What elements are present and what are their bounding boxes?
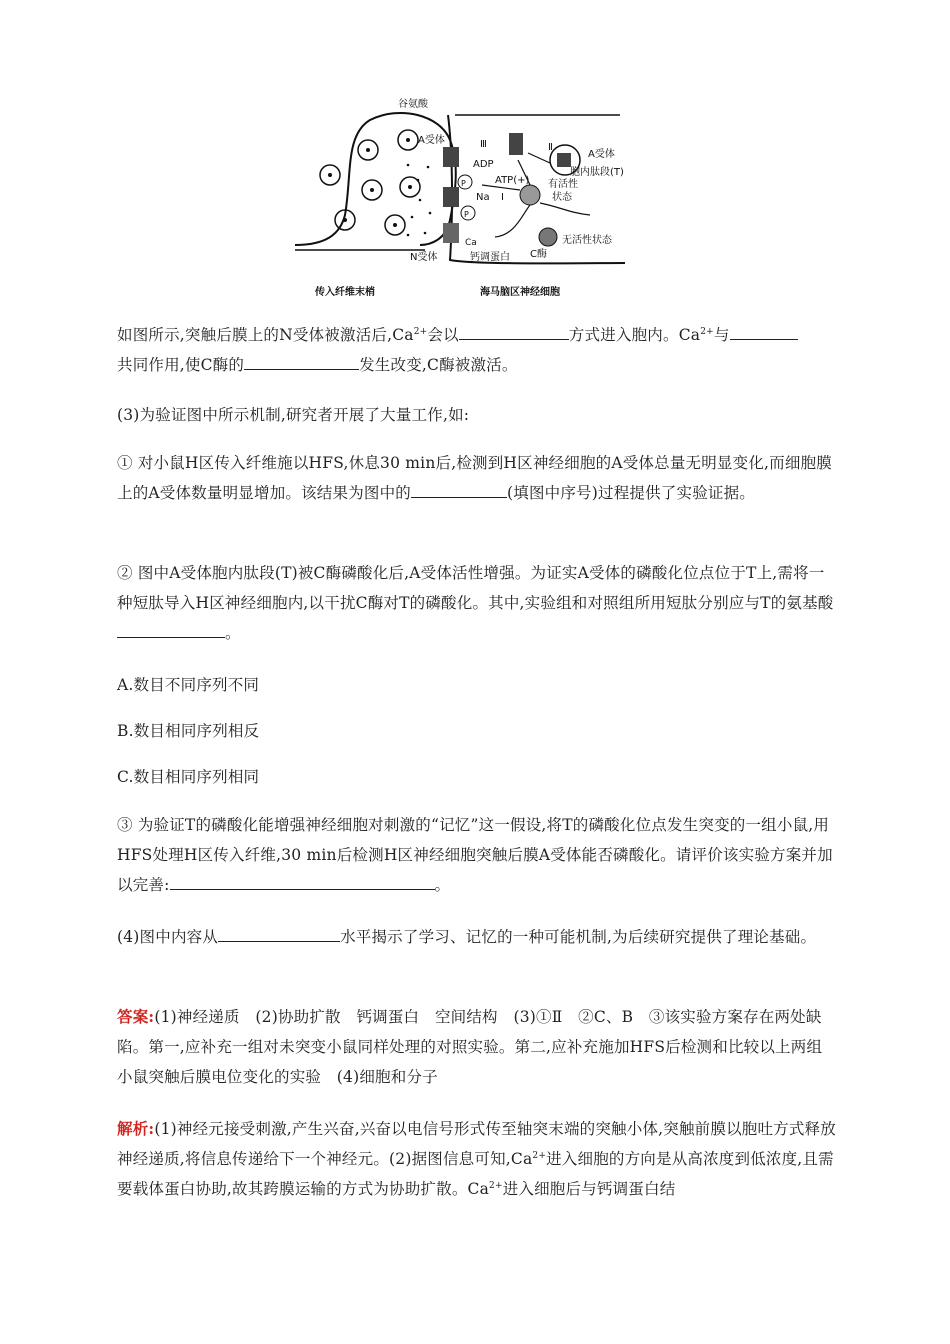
analysis-label: 解析: bbox=[117, 1119, 155, 1138]
blank-1[interactable] bbox=[459, 321, 569, 340]
label-a-receptor: A受体 bbox=[418, 135, 445, 146]
n-receptor bbox=[443, 223, 459, 243]
answer-label: 答案: bbox=[117, 1007, 155, 1026]
label-n-receptor: N受体 bbox=[410, 252, 438, 263]
blank-7[interactable] bbox=[218, 923, 340, 942]
label-inactive: 无活性状态 bbox=[562, 235, 612, 246]
c-enzyme-active bbox=[520, 185, 540, 205]
label-roman-1: Ⅰ bbox=[501, 192, 504, 203]
presynaptic-terminal bbox=[295, 113, 456, 245]
label-glutamate: 谷氨酸 bbox=[398, 99, 428, 110]
blank-5[interactable] bbox=[117, 619, 225, 638]
analysis-section: 解析:(1)神经元接受刺激,产生兴奋,兴奋以电信号形式传至轴突末端的突触小体,突触前膜以胞吐方式释放神经递质,将信息传递给下一个神经元。(2)据图信息可知$,Ca^{2+}$进入细胞的方向是从高浓度到低浓度,且需要载体蛋白协助,故其跨膜运输的方式为协助扩散。$Ca^{2+}$进入细胞后与钙调蛋白结 bbox=[117, 1119, 836, 1198]
c-enzyme-inactive bbox=[539, 228, 557, 246]
paragraph-ca-entry: 如图所示,突触后膜上的N受体被激活后$,Ca^{2+}$会以 方式进入胞内。$Ca^{2+}$与 共同作用,使C酶的 发生改变,C酶被激活。 bbox=[117, 320, 837, 380]
question-3-2: ② 图中A受体胞内肽段(T)被C酶磷酸化后,A受体活性增强。为证实A受体的磷酸化位点位于T上,需将一种短肽导入H区神经细胞内,以干扰C酶对T的磷酸化。其中,实验组和对照组所用短肽分别应与T的氨基酸。 bbox=[117, 564, 834, 642]
answer-body: (1)神经递质 (2)协助扩散 钙调蛋白 空间结构 (3)①Ⅱ ②C、B ③该实验方案存在两处缺陷。第一,应补充一组对未突变小鼠同样处理的对照实验。第二,应补充施加HFS后检测和比较以上两组小鼠突触后膜电位变化的实验 (4)细胞和分子 bbox=[117, 1008, 823, 1086]
option-a: A.数目不同序列不同 bbox=[117, 676, 260, 694]
label-active-2: 状态 bbox=[552, 192, 572, 203]
caption-right: 海马脑区神经细胞 bbox=[480, 287, 560, 298]
question-3-3: ③ 为验证T的磷酸化能增强神经细胞对刺激的“记忆”这一假设,将T的磷酸化位点发生突变的一组小鼠,用HFS处理H区传入纤维,30 min后检测H区神经细胞突触后膜A受体能否磷酸化。请评价该实验方案并加以完善: 。 bbox=[117, 816, 833, 894]
label-ca: Ca bbox=[465, 238, 477, 248]
label-p-2: P bbox=[464, 210, 469, 219]
label-na: Na bbox=[476, 192, 490, 203]
label-p-1: P bbox=[461, 179, 466, 188]
label-active-1: 有活性 bbox=[548, 179, 578, 190]
caption-left: 传入纤维末梢 bbox=[315, 287, 375, 298]
label-adp: ADP bbox=[473, 159, 494, 170]
question-3-1: ① 对小鼠H区传入纤维施以HFS,休息30 min后,检测到H区神经细胞的A受体总量无明显变化,而细胞膜上的A受体数量明显增加。该结果为图中的 (填图中序号)过程提供了实验证据。 bbox=[117, 454, 832, 502]
question-4: (4)图中内容从 水平揭示了学习、记忆的一种可能机制,为后续研究提供了理论基础。 bbox=[117, 922, 837, 952]
glutamate-dots bbox=[407, 164, 432, 237]
label-roman-2: Ⅱ bbox=[548, 142, 553, 153]
label-peptide: 胞内肽段(T) bbox=[570, 167, 624, 178]
question-3-intro: (3)为验证图中所示机制,研究者开展了大量工作,如: bbox=[117, 406, 470, 424]
label-calmodulin: 钙调蛋白 bbox=[470, 252, 510, 263]
option-c: C.数目相同序列相同 bbox=[117, 768, 260, 786]
label-a-receptor-right: A受体 bbox=[588, 149, 615, 160]
blank-3[interactable] bbox=[244, 351, 359, 370]
label-atp: ATP(+) bbox=[495, 175, 530, 186]
option-b: B.数目相同序列相反 bbox=[117, 722, 260, 740]
label-roman-3: Ⅲ bbox=[480, 139, 487, 150]
synapse-diagram bbox=[290, 95, 630, 305]
blank-6[interactable] bbox=[170, 871, 435, 890]
blank-2[interactable] bbox=[730, 321, 798, 340]
blank-4[interactable] bbox=[411, 479, 507, 498]
vesicles bbox=[320, 130, 420, 235]
answer-section bbox=[117, 1002, 837, 1092]
label-c-enzyme: C酶 bbox=[530, 249, 547, 260]
a-receptor bbox=[443, 147, 459, 167]
